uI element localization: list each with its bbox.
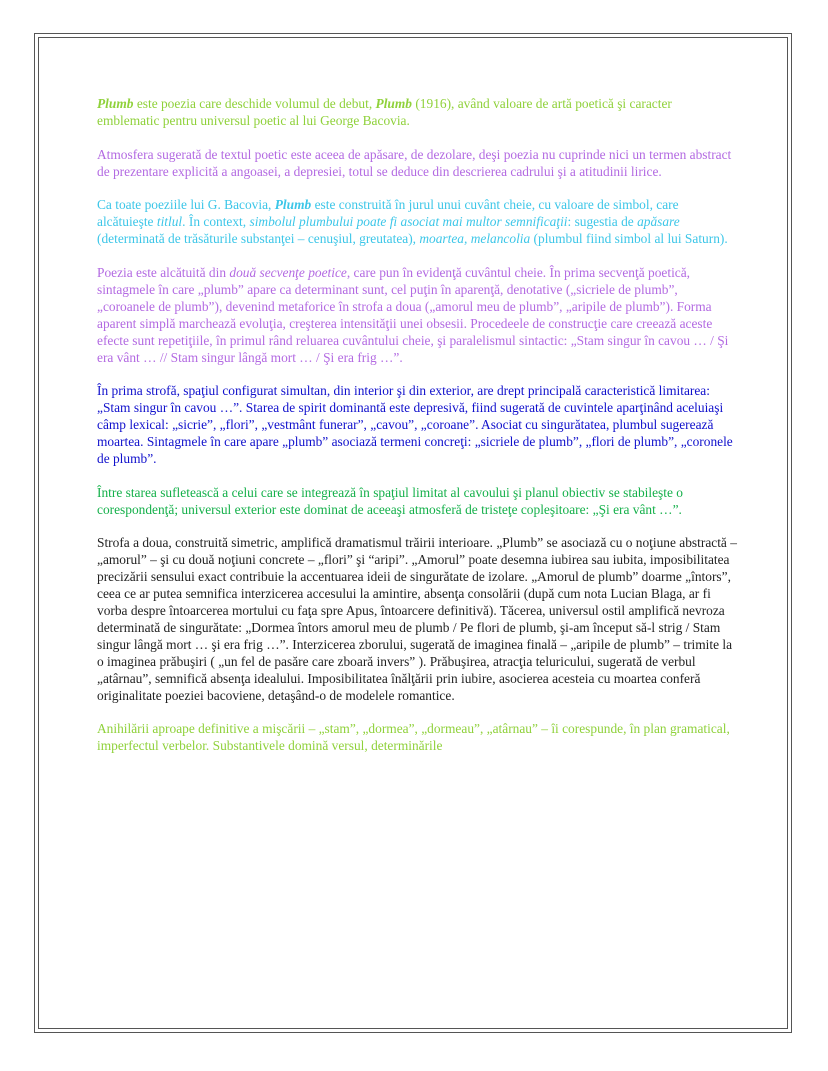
symbol-plumb: Plumb — [274, 197, 312, 213]
paragraph-second-stanza — [97, 535, 737, 704]
grammar-text: Anihilării aproape definitive a mişcării – „stam”, „dormea”, „dormeau”, „atârnau” – îi corespunde, în plan gramatical, imperfectul verbelor. Substantivele domină versul, determinările — [97, 721, 730, 754]
intro-text-2: (1916), având valoare de artă poetică şi caracter emblematic pentru universul poetic al lui George Bacovia. — [97, 96, 672, 128]
paragraph-first-stanza — [97, 383, 737, 468]
symbol-text-1: Ca toate poeziile lui G. Bacovia, — [97, 197, 275, 213]
atmosphere-text: Atmosfera sugerată de textul poetic este aceea de apăsare, de dezolare, deşi poezia nu cuprinde nici un termen abstract de prezentare explicită a angoasei, a depresiei, totul se deduce din descrierea cadrului şi a atitudinii lirice. — [97, 146, 732, 179]
symbol-meaning: simbolul plumbului poate fi asociat mai multor semnificaţii — [249, 214, 568, 230]
structure-text-1: Poezia este alcătuită din — [97, 265, 230, 281]
first-stanza-text: În prima strofă, spaţiul configurat simultan, din interior şi din exterior, are drept principală caracteristică limitarea: „Stam singur în cavou …”. Starea de spirit dominantă este depresivă, fiind sugerată de cuvintele aparţinând aceluiaşi câmp lexical: „sicrie”, „flori”, „vestmânt funerar”, „cavou”, „coroane”. Asociat cu singurătatea, plumbul sugerează moartea. Sintagmele în care apare „plumb” asociază termeni concreţi: „sicriele de plumb”, „flori de plumb”, „coronele de plumb”. — [97, 383, 733, 466]
title-plumb: Plumb — [97, 96, 134, 111]
second-stanza-text: Strofa a doua, construită simetric, amplifică dramatismul trăirii interioare. „Plumb” se asociază cu o noţiune abstractă – „amorul” – şi cu două noţiuni concrete – „flori” şi “aripi”. „Amorul” poate desemna iubirea sau iubita, imposibilitatea precizării sensului exact contribuie la accentuarea ideii de singurătate de izolare. „Amorul de plumb” doarme „întors”, ceea ce ar putea semnifica interzicerea accesului la amintire, absenţa consolării (după cum nota Lucian Blaga, ar fi vorba despre întoarcerea mortului cu faţa spre Apus, întoarcere definitivă). Tăcerea, universul ostil amplifică nevroza determinată de singurătate: „Dormea întors amorul meu de plumb / Pe flori de plumb, şi-am început să-l strig / Stam singur lângă mort … şi era frig …”. Interzicerea zborului, sugerată de imaginea finală – „aripile de plumb” – trimite la o imaginea prăbuşiri ( „un fel de pasăre care zboară invers” ). Prăbuşirea, atracţia teluricului, sugerată de verbul „atârnau”, semnifică absenţa idealului. Imposibilitatea înălţării prin iubire, asocierea acesteia cu moartea conferă originalitate poeziei bacoviene, detaşând-o de modelele romantice. — [97, 535, 737, 703]
symbol-text-6: (plumbul fiind simbol al lui Saturn). — [530, 231, 728, 247]
paragraph-correspondence — [97, 485, 737, 519]
symbol-text-3: . În context, — [182, 214, 250, 230]
symbol-apasare: apăsare — [637, 214, 680, 230]
symbol-titlul: titlul — [156, 214, 183, 230]
paragraph-atmosphere — [97, 147, 737, 181]
paragraph-grammar — [97, 721, 737, 755]
symbol-text-4: : sugestia de — [567, 214, 638, 230]
correspondence-text: Între starea sufletească a celui care se integrează în spaţiul limitat al cavoului şi planul obiectiv se stabileşte o corespondenţă; universul exterior este dominat de aceeaşi atmosferă de tristeţe copleşitoare: „Şi era vânt …”. — [97, 484, 683, 517]
structure-secvente: două secvenţe poetice — [229, 265, 347, 281]
symbol-text-5: (determinată de trăsăturile substanţei – cenuşiul, greutatea), — [97, 231, 420, 247]
symbol-moartea: moartea, melancolia — [419, 231, 531, 247]
structure-text-2: , care pun în evidenţă cuvântul cheie. În prima secvenţă poetică, sintagmele în care „plumb” apare ca determinant sunt, cel puţin în aparenţă, denotative („sicriele de plumb”, „coroanele de plumb”), devenind metaforice în strofa a doua („amorul meu de plumb”, „aripile de plumb”). Forma aparent simplă marchează evoluţia, creşterea intensităţii unei obsesii. Procedeele de construcţie care creează aceste efecte sunt repetiţiile, în primul rând reluarea cuvântului cheie, şi paralelismul sintactic: „Stam singur în cavou … / Şi era vânt … // Stam singur lângă mort … / Şi era frig …”. — [97, 265, 729, 365]
volume-plumb: Plumb — [375, 96, 412, 111]
document-body — [97, 96, 737, 772]
paragraph-symbol — [97, 197, 737, 248]
paragraph-structure — [97, 265, 737, 366]
paragraph-intro — [97, 96, 737, 130]
symbol-text-2: este construită în jurul unui cuvânt cheie, cu valoare de simbol, care alcătuieşte — [97, 197, 679, 230]
intro-text-1: este poezia care deschide volumul de debut, — [133, 96, 376, 111]
